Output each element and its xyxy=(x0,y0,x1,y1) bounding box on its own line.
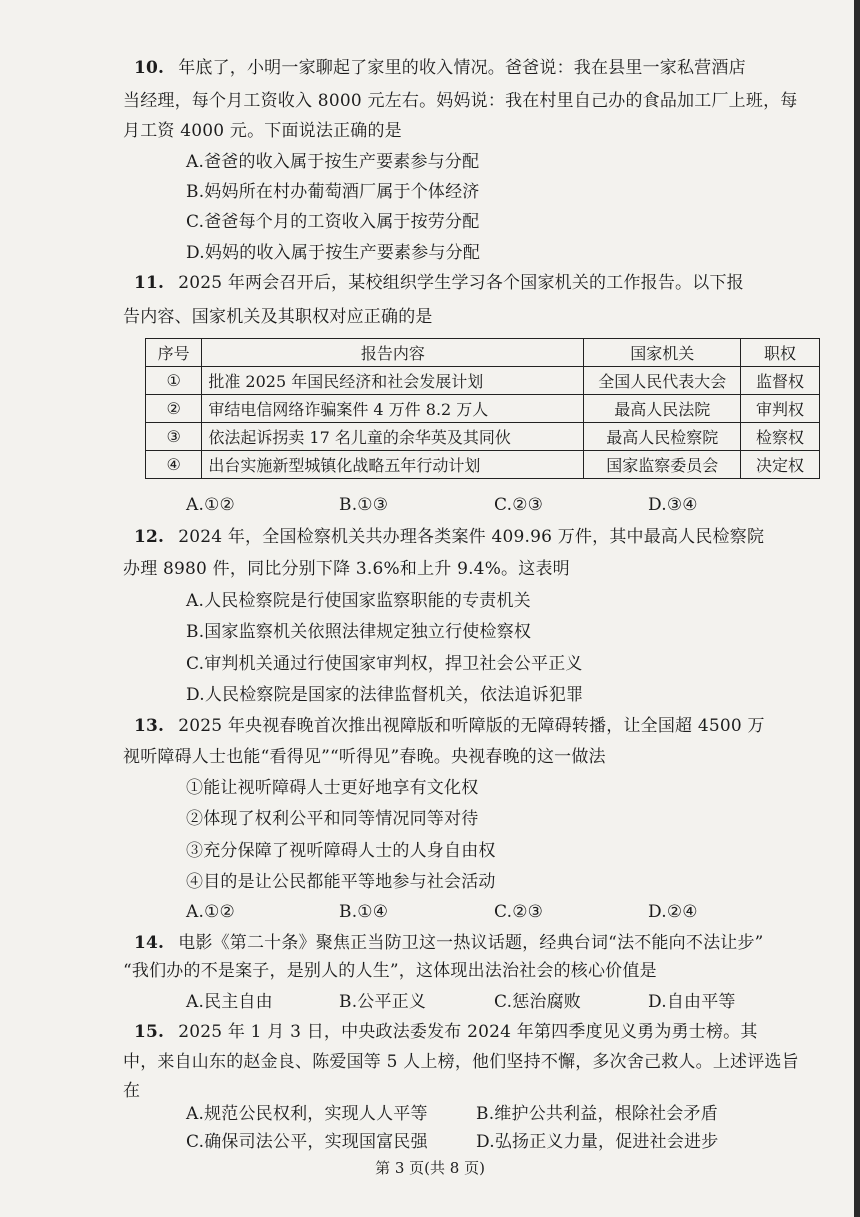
question-10-text-1: 年底了，小明一家聊起了家里的收入情况。爸爸说：我在县里一家私营酒店 xyxy=(178,58,746,78)
page-footer: 第 3 页(共 8 页) xyxy=(375,1159,485,1177)
question-14-number: 14. xyxy=(134,933,165,953)
table-cell: 监督权 xyxy=(741,367,820,395)
question-11-text-1: 2025 年两会召开后，某校组织学生学习各个国家机关的工作报告。以下报 xyxy=(178,273,744,293)
question-13-option-a: A.①② xyxy=(186,902,235,922)
scan-edge xyxy=(854,0,860,1217)
question-15-number: 15. xyxy=(134,1022,165,1042)
question-13-option-d: D.②④ xyxy=(648,902,698,922)
question-10-option-c: C.爸爸每个月的工资收入属于按劳分配 xyxy=(186,212,480,232)
question-13-line-2: 视听障碍人士也能“看得见”“听得见”春晚。央视春晚的这一做法 xyxy=(123,747,606,767)
question-15-option-d: D.弘扬正义力量，促进社会进步 xyxy=(476,1132,719,1152)
table-cell: 最高人民法院 xyxy=(584,395,741,423)
table-cell: 全国人民代表大会 xyxy=(584,367,741,395)
question-14-line-2: “我们办的不是案子，是别人的人生”，这体现出法治社会的核心价值是 xyxy=(123,961,657,981)
question-15-line-1 xyxy=(134,1021,758,1043)
question-13-line-1 xyxy=(134,715,765,737)
question-13-statement-3: ③充分保障了视听障碍人士的人身自由权 xyxy=(186,841,496,861)
question-12-line-1 xyxy=(134,526,764,548)
question-12-option-c: C.审判机关通过行使国家审判权，捍卫社会公平正义 xyxy=(186,654,583,674)
question-11-number: 11. xyxy=(134,273,165,293)
question-12-option-d: D.人民检察院是国家的法律监督机关，依法追诉犯罪 xyxy=(186,685,584,705)
table-header-row xyxy=(146,339,820,367)
question-14-text-1: 电影《第二十条》聚焦正当防卫这一热议话题，经典台词“法不能向不法让步” xyxy=(178,933,764,953)
table-cell: ① xyxy=(146,367,202,395)
question-13-statement-2: ②体现了权利公平和同等情况同等对待 xyxy=(186,809,479,829)
question-10-number: 10. xyxy=(134,58,165,78)
table-cell: ② xyxy=(146,395,202,423)
table-row xyxy=(146,423,820,451)
question-10-option-d: D.妈妈的收入属于按生产要素参与分配 xyxy=(186,243,481,263)
question-13-statement-4: ④目的是让公民都能平等地参与社会活动 xyxy=(186,872,496,892)
table-cell: 批准 2025 年国民经济和社会发展计划 xyxy=(202,367,584,395)
table-cell: ③ xyxy=(146,423,202,451)
question-11-line-2: 告内容、国家机关及其职权对应正确的是 xyxy=(123,307,433,327)
table-cell: 审判权 xyxy=(741,395,820,423)
question-12-text-1: 2024 年，全国检察机关共办理各类案件 409.96 万件，其中最高人民检察院 xyxy=(178,527,765,547)
table-cell: 决定权 xyxy=(741,451,820,479)
question-14-option-d: D.自由平等 xyxy=(648,992,736,1012)
table-cell: ④ xyxy=(146,451,202,479)
question-12-number: 12. xyxy=(134,527,165,547)
table-row xyxy=(146,367,820,395)
question-12-option-b: B.国家监察机关依照法律规定独立行使检察权 xyxy=(186,622,532,642)
question-14-option-c: C.惩治腐败 xyxy=(494,992,582,1012)
question-11-option-b: B.①③ xyxy=(339,495,389,515)
question-15-option-c: C.确保司法公平，实现国富民强 xyxy=(186,1132,428,1152)
table-cell: 出台实施新型城镇化战略五年行动计划 xyxy=(202,451,584,479)
table-cell: 检察权 xyxy=(741,423,820,451)
question-15-line-2: 中，来自山东的赵金良、陈爱国等 5 人上榜，他们坚持不懈，多次舍己救人。上述评选旨 xyxy=(123,1052,799,1072)
question-13-option-c: C.②③ xyxy=(494,902,544,922)
question-10-option-b: B.妈妈所在村办葡萄酒厂属于个体经济 xyxy=(186,182,480,202)
question-13-statement-1: ①能让视听障碍人士更好地享有文化权 xyxy=(186,778,479,798)
question-15-option-a: A.规范公民权利，实现人人平等 xyxy=(186,1104,428,1124)
table-cell: 最高人民检察院 xyxy=(584,423,741,451)
table-header: 报告内容 xyxy=(202,339,584,367)
question-10-line-2: 当经理，每个月工资收入 8000 元左右。妈妈说：我在村里自己办的食品加工厂上班，每 xyxy=(123,91,798,111)
report-table xyxy=(145,338,820,479)
question-15-option-b: B.维护公共利益，根除社会矛盾 xyxy=(476,1104,718,1124)
question-11-option-c: C.②③ xyxy=(494,495,544,515)
question-11-option-d: D.③④ xyxy=(648,495,698,515)
table-cell: 国家监察委员会 xyxy=(584,451,741,479)
table-header: 国家机关 xyxy=(584,339,741,367)
table-row xyxy=(146,451,820,479)
question-15-text-1: 2025 年 1 月 3 日，中央政法委发布 2024 年第四季度见义勇为勇士榜。其 xyxy=(178,1022,758,1042)
table-header: 序号 xyxy=(146,339,202,367)
question-14-line-1 xyxy=(134,932,764,954)
question-11-line-1 xyxy=(134,272,744,294)
table-row xyxy=(146,395,820,423)
question-11-option-a: A.①② xyxy=(186,495,235,515)
question-10-option-a: A.爸爸的收入属于按生产要素参与分配 xyxy=(186,152,480,172)
question-10-line-3: 月工资 4000 元。下面说法正确的是 xyxy=(123,121,402,141)
question-13-number: 13. xyxy=(134,716,165,736)
question-13-text-1: 2025 年央视春晚首次推出视障版和听障版的无障碍转播，让全国超 4500 万 xyxy=(178,716,765,736)
question-12-option-a: A.人民检察院是行使国家监察职能的专责机关 xyxy=(186,591,531,611)
table-header: 职权 xyxy=(741,339,820,367)
table-cell: 依法起诉拐卖 17 名儿童的余华英及其同伙 xyxy=(202,423,584,451)
question-12-line-2: 办理 8980 件，同比分别下降 3.6%和上升 9.4%。这表明 xyxy=(123,559,570,579)
question-14-option-a: A.民主自由 xyxy=(186,992,273,1012)
question-13-option-b: B.①④ xyxy=(339,902,389,922)
question-10-line-1 xyxy=(134,57,746,79)
question-15-line-3: 在 xyxy=(123,1081,141,1101)
question-14-option-b: B.公平正义 xyxy=(339,992,427,1012)
table-cell: 审结电信网络诈骗案件 4 万件 8.2 万人 xyxy=(202,395,584,423)
